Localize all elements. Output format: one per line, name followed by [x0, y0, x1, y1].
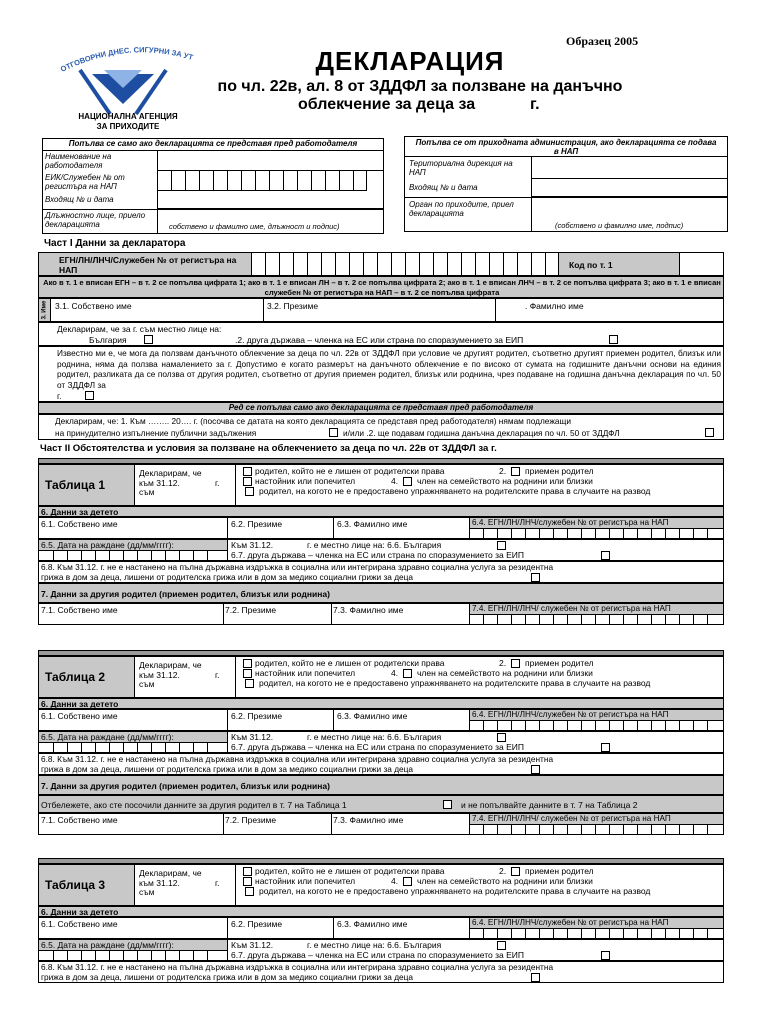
opt-foster-label: приемен родител	[525, 658, 594, 668]
child-names-row	[38, 917, 724, 939]
child-section-title: 6. Данни за детето	[41, 907, 119, 917]
nap-official-label: Орган по приходите, приел декларацията	[409, 200, 514, 218]
opt-guardian-checkbox[interactable]	[243, 877, 252, 886]
nap-incoming-field[interactable]	[531, 179, 727, 197]
child-res-eu-checkbox[interactable]	[601, 551, 610, 560]
egn-field[interactable]	[251, 253, 559, 276]
employer-incoming-field[interactable]	[157, 191, 384, 209]
opt-divorce-checkbox[interactable]	[245, 887, 254, 896]
employer-incoming-label: Входящ № и дата	[45, 195, 114, 204]
other-first-name: 7.1. Собствено име	[41, 605, 118, 615]
logo-name-2: ЗА ПРИХОДИТЕ	[96, 122, 160, 131]
child-care-checkbox[interactable]	[531, 765, 540, 774]
child-care-checkbox[interactable]	[531, 973, 540, 982]
opt-4-num: 4.	[391, 476, 399, 486]
decl-line-3: и/или .2. ще подавам годишна данъчна декларация по чл. 50 от ЗДДФЛ	[343, 428, 620, 438]
residence-eu-checkbox[interactable]	[609, 335, 618, 344]
child-birth-label: 6.5. Дата на раждане (дд/мм/гггг):	[41, 940, 174, 950]
child-care-1: 6.8. Към 31.12. г. не е настанено на пълна държавна издръжка в социална или интегрирана здравно социална услуга за резидентна	[41, 562, 554, 572]
declaration-row	[38, 414, 724, 440]
table-title: Таблица 1	[45, 478, 106, 492]
opt-divorce-label: родител, на когото не е предоставено упражняването на родителските права в случаите на развод	[259, 486, 651, 496]
table-decl: Декларирам, че	[139, 468, 202, 478]
child-care-1: 6.8. Към 31.12. г. не е настанено на пълна държавна издръжка в социална или интегрирана здравно социална услуга за резидентна	[41, 962, 554, 972]
child-birth-field[interactable]	[39, 743, 221, 753]
child-last-name: 6.3. Фамилно име	[337, 919, 408, 929]
other-middle-name: 7.2. Презиме	[225, 605, 277, 615]
other-parent-title: 7. Данни за другия родител (приемен родител, близък или роднина)	[41, 589, 330, 599]
table-decl-2: към 31.12.	[139, 670, 180, 680]
child-egn-label: 6.4. ЕГН/ЛН/ЛНЧ/служебен № от регистъра на НАП	[472, 710, 669, 719]
opt-parent-label: родител, който не е лишен от родителски права	[255, 658, 445, 668]
egn-label: ЕГН/ЛН/ЛНЧ/Служебен № от регистъра на НАП	[59, 255, 237, 275]
table-decl-3: г.	[215, 670, 220, 680]
child-names-row	[38, 709, 724, 731]
child-first-name: 6.1. Собствено име	[41, 711, 118, 721]
opt-parent-label: родител, който не е лишен от родителски права	[255, 866, 445, 876]
child-egn-field[interactable]	[469, 529, 721, 539]
child-res-label: Към 31.12.	[231, 540, 274, 550]
opt-guardian-label: настойник или попечител	[255, 476, 356, 486]
other-parent-row	[38, 813, 724, 835]
decl-line-2: на принудително изпълнение публични задължения	[55, 428, 257, 438]
part2-title: Част II Обстоятелства и условия за ползване на облекчението за деца по чл. 22в от ЗДДФЛ за г.	[40, 443, 497, 454]
child-care-row	[38, 753, 724, 775]
employer-eik-field[interactable]	[157, 171, 367, 191]
table-title: Таблица 3	[45, 878, 106, 892]
child-res-eu: 6.7. друга държава – членка на ЕС или страна по споразумението за ЕИП	[231, 950, 524, 960]
opt-relative-label: член на семейството на роднини или близки	[417, 876, 593, 886]
table2-note-checkbox[interactable]	[443, 800, 452, 809]
table-decl-3: г.	[215, 878, 220, 888]
employer-name-label: Наименование на работодателя	[45, 152, 112, 170]
child-middle-name: 6.2. Презиме	[231, 919, 283, 929]
child-res-bg: г. е местно лице на: 6.6. България	[307, 732, 442, 742]
child-section-title: 6. Данни за детето	[41, 507, 119, 517]
child-res-eu-checkbox[interactable]	[601, 951, 610, 960]
opt-guardian-checkbox[interactable]	[243, 477, 252, 486]
child-res-eu: 6.7. друга държава – членка на ЕС или страна по споразумението за ЕИП	[231, 742, 524, 752]
table-decl-2: към 31.12.	[139, 878, 180, 888]
sample-label: Образец 2005	[566, 34, 639, 48]
opt-parent-checkbox[interactable]	[243, 467, 252, 476]
middle-name-label: 3.2. Презиме	[267, 301, 319, 311]
child-section-title: 6. Данни за детето	[41, 699, 119, 709]
child-birth-label: 6.5. Дата на раждане (дд/мм/гггг):	[41, 732, 174, 742]
child-names-row	[38, 517, 724, 539]
child-res-eu: 6.7. друга държава – членка на ЕС или страна по споразумението за ЕИП	[231, 550, 524, 560]
employer-official-label: Длъжностно лице, приело декларацията	[45, 211, 146, 229]
opt-foster-checkbox[interactable]	[511, 867, 520, 876]
child-egn-field[interactable]	[469, 721, 721, 731]
child-res-bg-checkbox[interactable]	[497, 541, 506, 550]
child-birth-row	[38, 939, 724, 961]
opt-parent-checkbox[interactable]	[243, 867, 252, 876]
table-decl-block	[38, 864, 724, 906]
child-res-bg-checkbox[interactable]	[497, 733, 506, 742]
opt-foster-label: приемен родител	[525, 866, 594, 876]
info-checkbox[interactable]	[85, 391, 94, 400]
info-text-end: г.	[57, 391, 62, 401]
subtitle-1: по чл. 22в, ал. 8 от ЗДДФЛ за ползване на данъчно	[217, 78, 623, 95]
nap-official-hint: (собствено и фамилно име, подпис)	[555, 221, 684, 230]
egn-row	[38, 252, 724, 276]
child-res-bg-checkbox[interactable]	[497, 941, 506, 950]
nra-logo	[52, 42, 202, 134]
other-parent-title: 7. Данни за другия родител (приемен родител, близък или роднина)	[41, 781, 330, 791]
child-care-2: грижа в дом за деца, лишени от родителска грижа или в дом за медико социални грижи за деца	[41, 764, 414, 774]
opt-parent-label: родител, който не е лишен от родителски права	[255, 466, 445, 476]
opt-divorce-label: родител, на когото не е предоставено упражняването на родителските права в случаите на развод	[259, 886, 651, 896]
other-egn-field[interactable]	[469, 825, 721, 835]
opt-relative-checkbox[interactable]	[403, 877, 412, 886]
residence-row	[38, 322, 724, 346]
nap-incoming-label: Входящ № и дата	[409, 183, 478, 192]
page-title: ДЕКЛАРАЦИЯ	[315, 46, 505, 76]
child-egn-label: 6.4. ЕГН/ЛН/ЛНЧ/служебен № от регистъра на НАП	[472, 518, 669, 527]
nap-directorate-label: Териториална дирекция на НАП	[409, 159, 513, 177]
opt-foster-label: приемен родител	[525, 466, 594, 476]
table2-note: Отбележете, ако сте посочили данните за другия родител в т. 7 на Таблица 1	[41, 800, 347, 810]
child-care-1: 6.8. Към 31.12. г. не е настанено на пълна държавна издръжка в социална или интегрирана здравно социална услуга за резидентна	[41, 754, 554, 764]
egn-note-row	[38, 276, 724, 298]
nap-directorate-field[interactable]	[531, 157, 727, 179]
last-name-label: . Фамилно име	[525, 301, 584, 311]
code-label: Код по т. 1	[569, 260, 613, 270]
residence-bg-label: България	[89, 335, 127, 345]
residence-bg-checkbox[interactable]	[144, 335, 153, 344]
logo-arc-text: ОТГОВОРНИ ДНЕС. СИГУРНИ ЗА УТ	[59, 45, 195, 74]
opt-relative-label: член на семейството на роднини или близки	[417, 668, 593, 678]
other-last-name: 7.3. Фамилно име	[333, 815, 404, 825]
table-title: Таблица 2	[45, 670, 106, 684]
decl-annual-checkbox[interactable]	[705, 428, 714, 437]
opt-divorce-checkbox[interactable]	[245, 487, 254, 496]
opt-divorce-checkbox[interactable]	[245, 679, 254, 688]
child-birth-label: 6.5. Дата на раждане (дд/мм/гггг):	[41, 540, 174, 550]
employer-official-hint: собствено и фамилно име, длъжност и подпис)	[169, 222, 340, 231]
opt-foster-checkbox[interactable]	[511, 467, 520, 476]
child-res-bg: г. е местно лице на: 6.6. България	[307, 540, 442, 550]
child-res-label: Към 31.12.	[231, 732, 274, 742]
child-birth-field[interactable]	[39, 951, 221, 961]
opt-guardian-checkbox[interactable]	[243, 669, 252, 678]
name-row	[38, 298, 724, 322]
other-egn-field[interactable]	[469, 615, 721, 625]
child-birth-field[interactable]	[39, 551, 221, 561]
child-last-name: 6.3. Фамилно име	[337, 519, 408, 529]
child-birth-row	[38, 539, 724, 561]
table-decl-2: към 31.12.	[139, 478, 180, 488]
subtitle-year: г.	[530, 96, 540, 113]
table-decl-block	[38, 656, 724, 698]
employer-box-head: Попълва се само ако декларацията се представя пред работодателя	[43, 139, 383, 151]
svg-text:ОТГОВОРНИ ДНЕС. СИГУРНИ ЗА УТР	[52, 42, 194, 74]
other-last-name: 7.3. Фамилно име	[333, 605, 404, 615]
opt-relative-label: член на семейството на роднини или близки	[417, 476, 593, 486]
child-care-row	[38, 561, 724, 583]
opt-relative-checkbox[interactable]	[403, 669, 412, 678]
child-birth-row	[38, 731, 724, 753]
employer-row-note	[38, 402, 724, 414]
child-care-2: грижа в дом за деца, лишени от родителска грижа или в дом за медико социални грижи за деца	[41, 572, 414, 582]
employer-box	[42, 138, 384, 234]
code-field[interactable]	[679, 253, 723, 276]
table2-note-row	[38, 795, 724, 813]
logo-name-1: НАЦИОНАЛНА АГЕНЦИЯ	[78, 112, 178, 121]
opt-relative-checkbox[interactable]	[403, 477, 412, 486]
child-first-name: 6.1. Собствено име	[41, 919, 118, 929]
opt-divorce-label: родител, на когото не е предоставено упражняването на родителските права в случаите на развод	[259, 678, 651, 688]
info-row	[38, 346, 724, 402]
residence-label: Декларирам, че за г. съм местно лице на:	[57, 324, 222, 334]
egn-note: Ако в т. 1 е вписан ЕГН – в т. 2 се попълва цифрата 1; ако в т. 1 е вписан ЛН – в т. 2 се попълва цифрата 2; ако в т. 1 е вписан ЛНЧ – в т. 2 се попълва цифрата 3; ако в т. 1 е вписан служебен № от регистъра на НАП – в т. 2 се попълва цифрата	[43, 278, 721, 297]
employer-eik-label: ЕИК/Служебен № от регистъра на НАП	[45, 173, 125, 191]
child-first-name: 6.1. Собствено име	[41, 519, 118, 529]
nap-box	[404, 136, 728, 232]
opt-2-num: 2.	[499, 866, 507, 876]
nap-box-head: Попълва се от приходната администрация, ако декларацията се подава в НАП	[405, 137, 727, 157]
child-care-row	[38, 961, 724, 983]
child-res-bg: г. е местно лице на: 6.6. България	[307, 940, 442, 950]
employer-row-text: Ред се попълва само ако декларацията се представя пред работодателя	[228, 403, 534, 412]
opt-guardian-label: настойник или попечител	[255, 668, 356, 678]
table-decl-block	[38, 464, 724, 506]
table-decl-4: съм	[139, 887, 155, 897]
table-decl-3: г.	[215, 478, 220, 488]
other-parent-row	[38, 603, 724, 625]
opt-parent-checkbox[interactable]	[243, 659, 252, 668]
subtitle-2: облекчение за деца за	[298, 96, 476, 113]
other-egn-label: 7.4. ЕГН/ЛН/ЛНЧ/ служебен № от регистъра на НАП	[472, 604, 671, 613]
child-egn-label: 6.4. ЕГН/ЛН/ЛНЧ/служебен № от регистъра на НАП	[472, 918, 669, 927]
opt-guardian-label: настойник или попечител	[255, 876, 356, 886]
other-egn-label: 7.4. ЕГН/ЛН/ЛНЧ/ служебен № от регистъра на НАП	[472, 814, 671, 823]
other-first-name: 7.1. Собствено име	[41, 815, 118, 825]
opt-4-num: 4.	[391, 668, 399, 678]
opt-2-num: 2.	[499, 466, 507, 476]
part1-title: Част I Данни за декларатора	[44, 238, 186, 249]
child-middle-name: 6.2. Презиме	[231, 711, 283, 721]
decl-no-debts-checkbox[interactable]	[329, 428, 338, 437]
child-last-name: 6.3. Фамилно име	[337, 711, 408, 721]
opt-4-num: 4.	[391, 876, 399, 886]
child-middle-name: 6.2. Презиме	[231, 519, 283, 529]
employer-name-field[interactable]	[157, 151, 384, 171]
info-text: Известно ми е, че мога да ползвам данъчното облекчение за деца по чл. 22в от ЗДДФЛ при условие че другият родител, съответно другият приемен родител, близък или роднина, няма да ползва намалението за г. Допустимо е когато размерът на данъчното облекчение е по високо от сумата на годишните данъчни основи на единия родител, разликата да се ползва от другия родител, съответно от другия приемен родител, близък или роднина, чрез подаване на годишна данъчна декларация по чл. 50 от ЗДДФЛ за	[57, 348, 721, 390]
child-res-eu-checkbox[interactable]	[601, 743, 610, 752]
first-name-label: 3.1. Собствено име	[55, 301, 132, 311]
decl-line-1: Декларирам, че: 1. Към …….. 20…. г. (посочва се датата на която декларацията се представя пред работодателя) нямам подлежащи	[55, 416, 571, 426]
residence-eu-label: .2. друга държава – членка на ЕС или страна по споразумението за ЕИП	[235, 335, 524, 345]
table-decl-4: съм	[139, 487, 155, 497]
child-res-label: Към 31.12.	[231, 940, 274, 950]
table-decl-4: съм	[139, 679, 155, 689]
name-side-label: 3. Име	[41, 300, 48, 320]
table-decl: Декларирам, че	[139, 660, 202, 670]
opt-foster-checkbox[interactable]	[511, 659, 520, 668]
child-egn-field[interactable]	[469, 929, 721, 939]
child-care-2: грижа в дом за деца, лишени от родителска грижа или в дом за медико социални грижи за деца	[41, 972, 414, 982]
child-care-checkbox[interactable]	[531, 573, 540, 582]
opt-2-num: 2.	[499, 658, 507, 668]
table2-note-b: и не попълвайте данните в т. 7 на Таблица 2	[461, 800, 638, 810]
table-decl: Декларирам, че	[139, 868, 202, 878]
other-middle-name: 7.2. Презиме	[225, 815, 277, 825]
